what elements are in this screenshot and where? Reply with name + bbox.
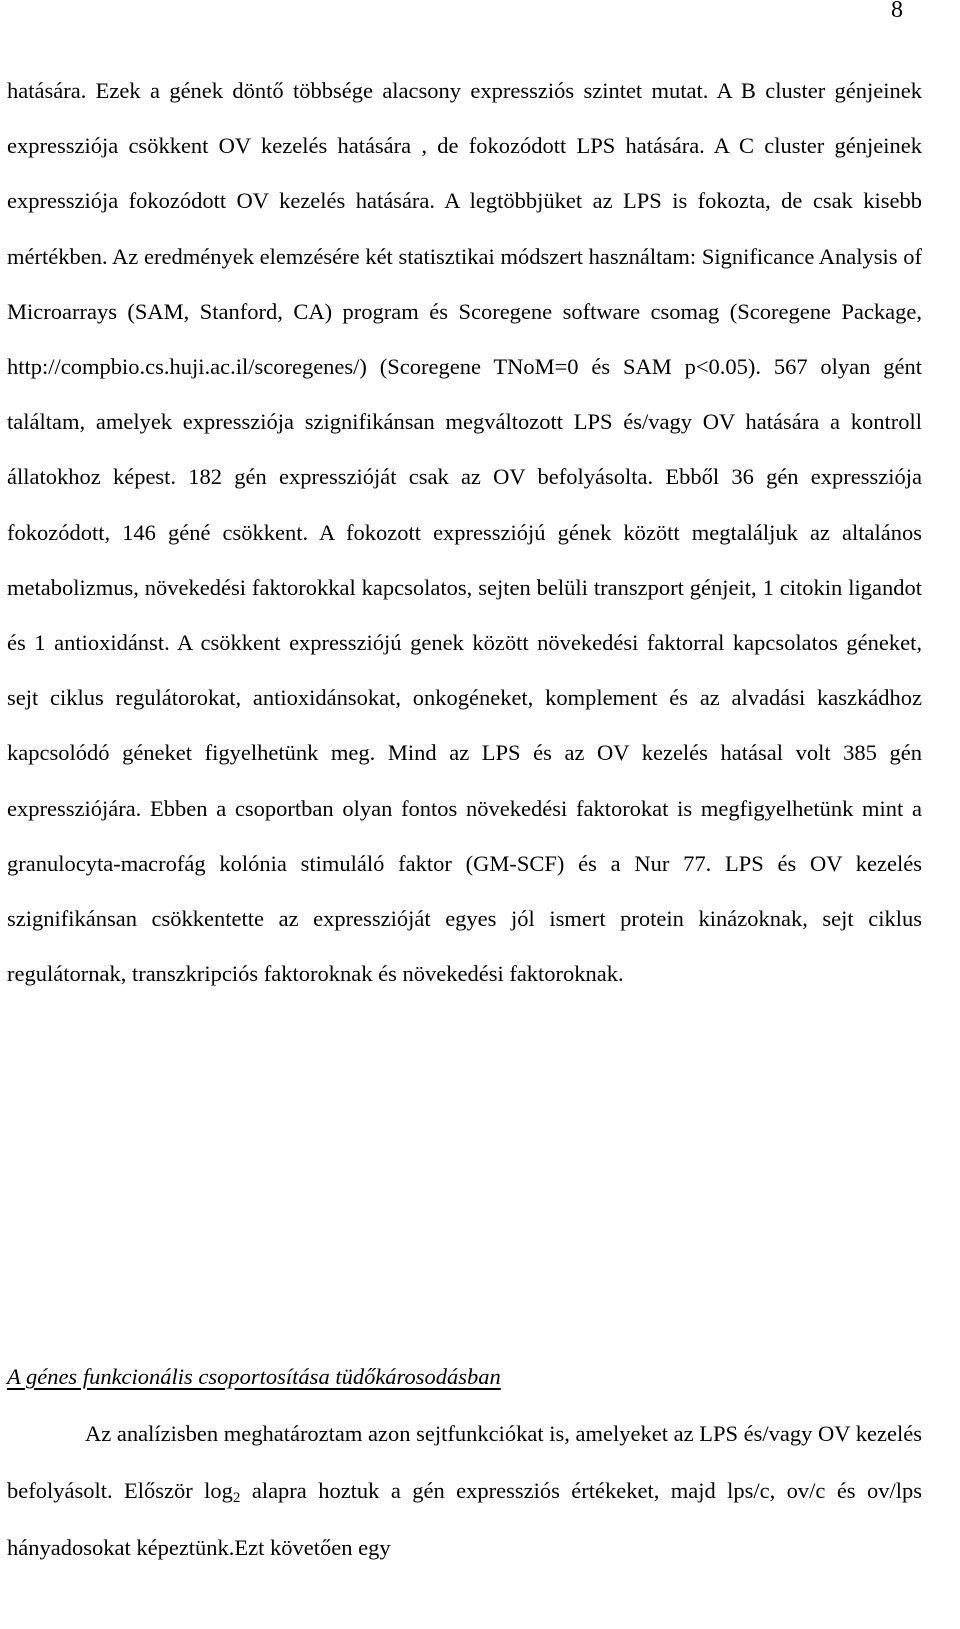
log-term: log <box>204 1478 233 1503</box>
section-heading: A génes funkcionális csoportosítása tüdőkárosodásban <box>7 1364 501 1389</box>
paragraph-text-start: Az analízisben meghatároztam azon sejtfunkciókat is, amelyeket az LPS és/vagy OV kezelés befolyásolt. Először <box>7 1421 922 1503</box>
body-paragraph: hatására. Ezek a gének döntő többsége alacsony expressziós szintet mutat. A B cluster génjeinek expressziója csökkent OV kezelés hatására , de fokozódott LPS hatására. A C cluster génjeinek expressziója fokozódott OV kezelés hatására. A legtöbbjüket az LPS is fokozta, de csak kisebb mértékben. Az eredmények elemzésére két statisztikai módszert használtam: Significance Analysis of Microarrays (SAM, Stanford, CA) program és Scoregene software csomag (Scoregene Package, http://compbio.cs.huji.ac.il/scoregenes/) (Scoregene TNoM=0 és SAM p<0.05). 567 olyan gént találtam, amelyek expressziója szignifikánsan megváltozott LPS és/vagy OV hatására a kontroll állatokhoz képest. 182 gén expresszióját csak az OV befolyásolta. Ebből 36 gén expressziója fokozódott, 146 géné csökkent. A fokozott expressziójú gének között megtaláljuk az altalános metabolizmus, növekedési faktorokkal kapcsolatos, sejten belüli transzport génjeit, 1 citokin ligandot és 1 antioxidánst. A csökkent expressziójú genek között növekedési faktorral kapcsolatos géneket, sejt ciklus regulátorokat, antioxidánsokat, onkogéneket, komplement és az alvadási kaszkádhoz kapcsolódó géneket figyelhetünk meg. Mind az LPS és az OV kezelés hatásal volt 385 gén expressziójára. Ebben a csoportban olyan fontos növekedési faktorokat is megfigyelhetünk mint a granulocyta-macrofág kolónia stimuláló faktor (GM-SCF) és a Nur 77. LPS és OV kezelés szignifikánsan csökkentette az expresszióját egyes jól ismert protein kinázoknak, sejt ciklus regulátornak, transzkripciós faktoroknak és növekedési faktoroknak. <box>7 78 922 987</box>
page-number: 8 <box>891 0 903 23</box>
second-paragraph <box>7 1405 922 1576</box>
paragraph-text-end: alapra hoztuk a gén expressziós értékeket, majd lps/c, ov/c és ov/lps hányadosokat képeztünk.Ezt követően egy <box>7 1478 922 1560</box>
log-base-subscript: 2 <box>232 1490 241 1506</box>
